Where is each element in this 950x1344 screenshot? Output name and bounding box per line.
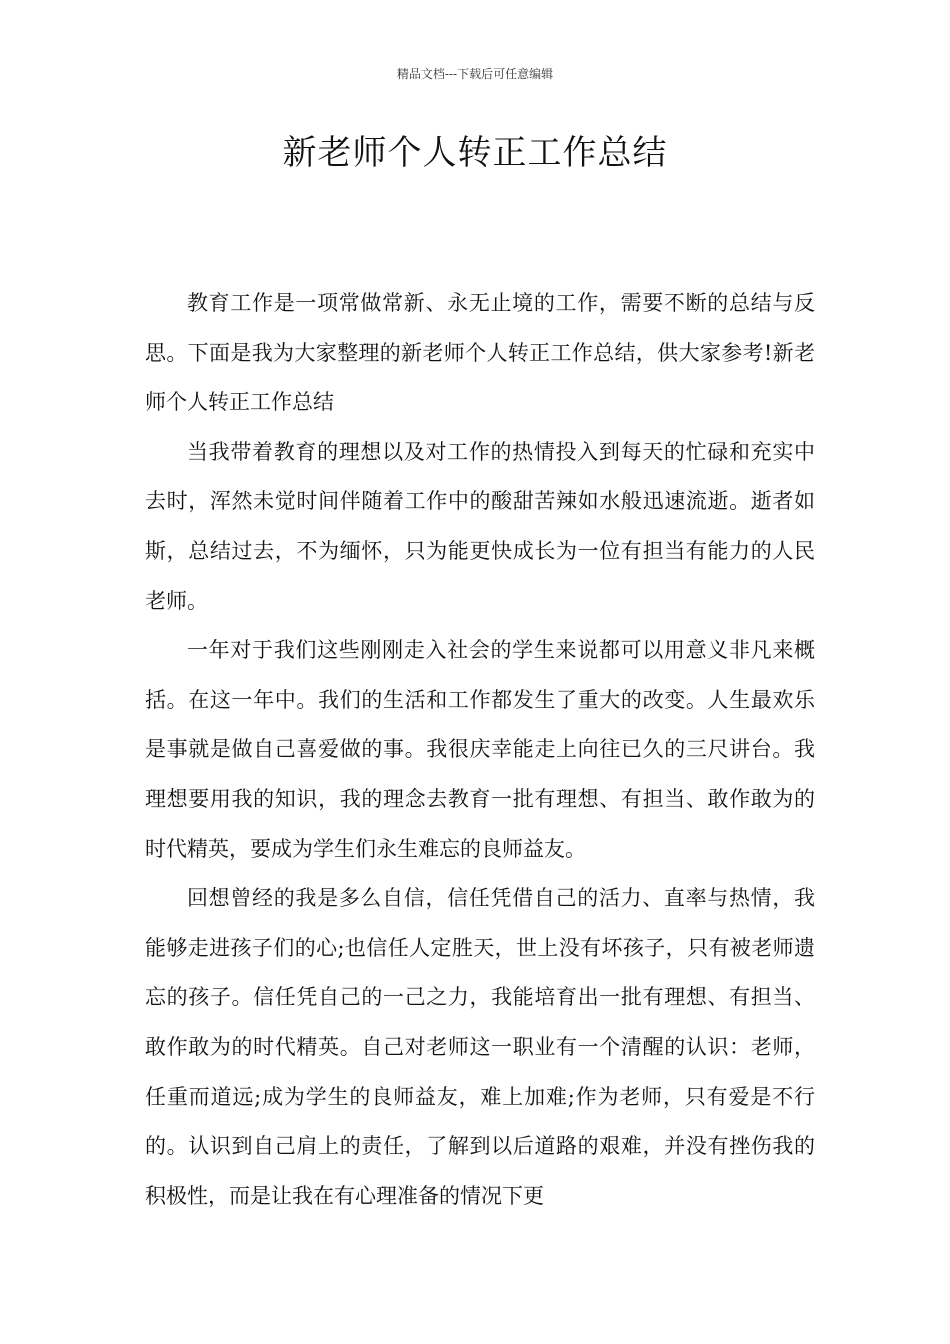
paragraph: 回想曾经的我是多么自信，信任凭借自己的活力、直率与热情，我能够走进孩子们的心;也信任人定胜天，世上没有坏孩子，只有被老师遗忘的孩子。信任凭自己的一己之力，我能培育出一批有理想、有担当、敢作敢为的时代精英。自己对老师这一职业有一个清醒的认识：老师，任重而道远;成为学生的良师益友，难上加难;作为老师，只有爱是不行的。认识到自己肩上的责任，了解到以后道路的艰难，并没有挫伤我的积极性，而是让我在有心理准备的情况下更 — [145, 886, 815, 1208]
paragraph: 当我带着教育的理想以及对工作的热情投入到每天的忙碌和充实中去时，浑然未觉时间伴随着工作中的酸甜苦辣如水般迅速流逝。逝者如斯，总结过去，不为缅怀，只为能更快成长为一位有担当有能力的人民老师。 — [145, 439, 815, 613]
document-body — [145, 279, 815, 1221]
paragraph: 教育工作是一项常做常新、永无止境的工作，需要不断的总结与反思。下面是我为大家整理的新老师个人转正工作总结，供大家参考!新老师个人转正工作总结 — [145, 291, 815, 415]
document-title: 新老师个人转正工作总结 — [282, 133, 668, 173]
paragraph: 一年对于我们这些刚刚走入社会的学生来说都可以用意义非凡来概括。在这一年中。我们的生活和工作都发生了重大的改变。人生最欢乐是事就是做自己喜爱做的事。我很庆幸能走上向往已久的三尺讲台。我理想要用我的知识，我的理念去教育一批有理想、有担当、敢作敢为的时代精英，要成为学生们永生难忘的良师益友。 — [145, 638, 815, 861]
page-header: 精品文档---下载后可任意编辑 — [396, 67, 554, 81]
